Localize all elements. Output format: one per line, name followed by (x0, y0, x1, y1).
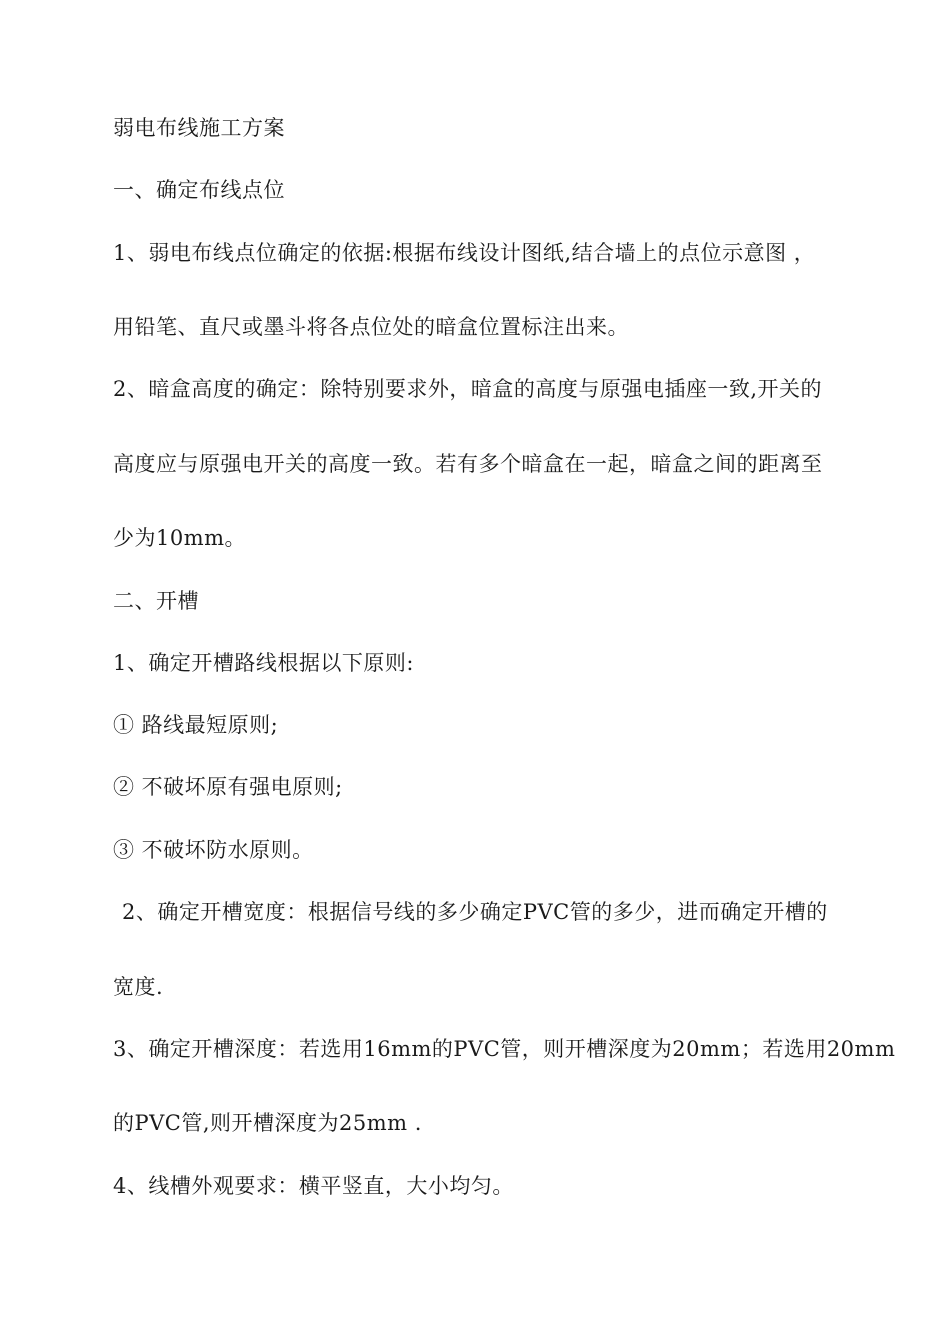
document-title: 弱电布线施工方案 (113, 116, 285, 140)
list-item: ① 路线最短原则; (113, 713, 279, 737)
paragraph-line: 2、暗盒高度的确定：除特别要求外，暗盒的高度与原强电插座一致,开关的 (113, 377, 823, 401)
paragraph-line: 的PVC管,则开槽深度为25mm . (113, 1111, 422, 1135)
section-heading-1: 一、确定布线点位 (113, 178, 285, 202)
paragraph-line: 3、确定开槽深度：若选用16mm的PVC管，则开槽深度为20mm；若选用20mm (113, 1037, 896, 1061)
paragraph-line: 少为10mm。 (113, 526, 247, 550)
paragraph-line: 1、弱电布线点位确定的依据:根据布线设计图纸,结合墙上的点位示意图 ， (113, 241, 816, 265)
section-heading-2: 二、开槽 (113, 589, 199, 613)
paragraph-line: 1、确定开槽路线根据以下原则: (113, 651, 414, 675)
paragraph-line: 宽度. (113, 975, 164, 999)
list-item: ③ 不破坏防水原则。 (113, 838, 314, 862)
list-item: ② 不破坏原有强电原则; (113, 775, 343, 799)
paragraph-line: 用铅笔、直尺或墨斗将各点位处的暗盒位置标注出来。 (113, 315, 629, 339)
paragraph-line: 高度应与原强电开关的高度一致。若有多个暗盒在一起，暗盒之间的距离至 (113, 452, 823, 476)
paragraph-line: 4、线槽外观要求：横平竖直，大小均匀。 (113, 1174, 514, 1198)
paragraph-line: 2、确定开槽宽度：根据信号线的多少确定PVC管的多少，进而确定开槽的 (122, 900, 828, 924)
